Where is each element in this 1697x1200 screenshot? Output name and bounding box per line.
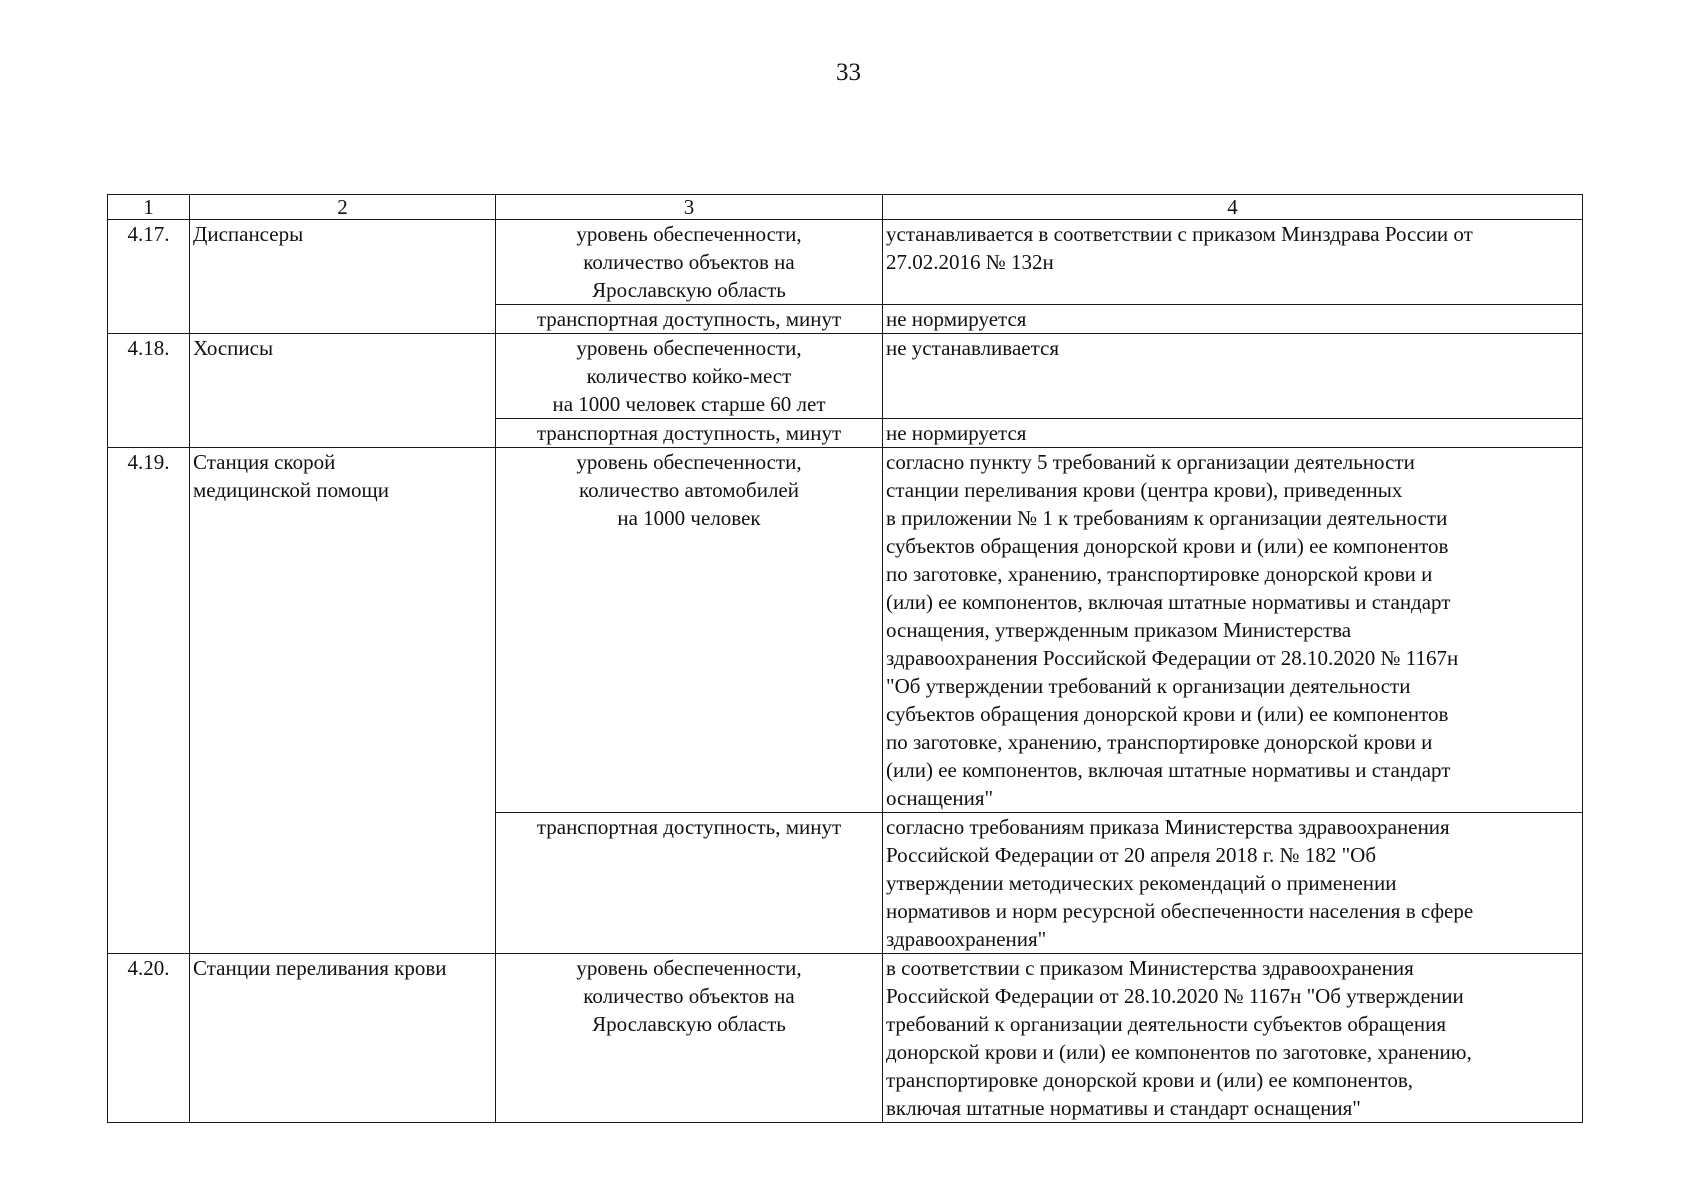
table-row <box>108 954 1583 1123</box>
value-line: в соответствии с приказом Министерства здравоохранения <box>886 956 1414 980</box>
indicator-cell <box>496 220 883 305</box>
header-cell-3: 3 <box>496 195 883 220</box>
value-line: в приложении № 1 к требованиям к организации деятельности <box>886 506 1448 530</box>
object-name: Станции переливания крови <box>190 954 496 1123</box>
indicator-line: на 1000 человек <box>617 506 761 530</box>
indicator-cell: транспортная доступность, минут <box>496 813 883 954</box>
indicator-line: уровень обеспеченности, <box>576 450 802 474</box>
header-cell-2: 2 <box>190 195 496 220</box>
object-name: Хосписы <box>190 334 496 448</box>
value-line: нормативов и норм ресурсной обеспеченности населения в сфере <box>886 899 1474 923</box>
value-line: утверждении методических рекомендаций о применении <box>886 871 1397 895</box>
value-line: согласно требованиям приказа Министерства здравоохранения <box>886 815 1450 839</box>
indicator-cell <box>496 954 883 1123</box>
page-number: 33 <box>836 59 861 86</box>
table-header-row <box>108 195 1583 220</box>
table-row <box>108 334 1583 419</box>
value-line: здравоохранения Российской Федерации от 28.10.2020 № 1167н <box>886 646 1459 670</box>
indicator-line: количество автомобилей <box>579 478 799 502</box>
header-cell-4: 4 <box>883 195 1583 220</box>
value-line: транспортировке донорской крови и (или) ее компонентов, <box>886 1068 1414 1092</box>
indicator-line: уровень обеспеченности, <box>576 222 802 246</box>
indicator-cell <box>496 334 883 419</box>
value-cell <box>883 448 1583 813</box>
value-line: "Об утверждении требований к организации деятельности <box>886 674 1411 698</box>
indicator-line: количество объектов на <box>583 250 795 274</box>
value-line: здравоохранения" <box>886 927 1047 951</box>
value-line: оснащения" <box>886 786 994 810</box>
value-cell <box>883 813 1583 954</box>
row-number: 4.20. <box>108 954 190 1123</box>
object-name-line: медицинской помощи <box>193 478 389 502</box>
row-number: 4.17. <box>108 220 190 334</box>
value-line: требований к организации деятельности субъектов обращения <box>886 1012 1447 1036</box>
value-line: устанавливается в соответствии с приказом Минздрава России от <box>886 222 1473 246</box>
value-cell: не нормируется <box>883 305 1583 334</box>
value-line: по заготовке, хранению, транспортировке донорской крови и <box>886 562 1433 586</box>
value-line: по заготовке, хранению, транспортировке донорской крови и <box>886 730 1433 754</box>
indicator-line: количество койко-мест <box>586 364 792 388</box>
indicator-cell: транспортная доступность, минут <box>496 305 883 334</box>
value-line: станции переливания крови (центра крови), приведенных <box>886 478 1403 502</box>
indicator-line: Ярославскую область <box>592 278 786 302</box>
value-line: Российской Федерации от 20 апреля 2018 г. № 182 "Об <box>886 843 1377 867</box>
indicator-line: уровень обеспеченности, <box>576 336 802 360</box>
value-line: субъектов обращения донорской крови и (или) ее компонентов <box>886 534 1449 558</box>
table-row <box>108 448 1583 813</box>
value-cell <box>883 954 1583 1123</box>
object-name: Диспансеры <box>190 220 496 334</box>
value-cell: не устанавливается <box>883 334 1583 419</box>
value-line: Российской Федерации от 28.10.2020 № 1167н "Об утверждении <box>886 984 1464 1008</box>
value-line: включая штатные нормативы и стандарт оснащения" <box>886 1096 1361 1120</box>
header-cell-1: 1 <box>108 195 190 220</box>
value-line: донорской крови и (или) ее компонентов по заготовке, хранению, <box>886 1040 1472 1064</box>
value-line: согласно пункту 5 требований к организации деятельности <box>886 450 1415 474</box>
table-row <box>108 220 1583 305</box>
row-number: 4.18. <box>108 334 190 448</box>
indicator-line: количество объектов на <box>583 984 795 1008</box>
value-line: (или) ее компонентов, включая штатные нормативы и стандарт <box>886 758 1451 782</box>
indicator-line: уровень обеспеченности, <box>576 956 802 980</box>
indicator-line: на 1000 человек старше 60 лет <box>552 392 826 416</box>
value-line: субъектов обращения донорской крови и (или) ее компонентов <box>886 702 1449 726</box>
value-cell: не нормируется <box>883 419 1583 448</box>
object-name <box>190 448 496 954</box>
value-line: 27.02.2016 № 132н <box>886 250 1054 274</box>
document-table <box>107 194 1583 1123</box>
value-cell <box>883 220 1583 305</box>
object-name-line: Станция скорой <box>193 450 336 474</box>
indicator-cell <box>496 448 883 813</box>
indicator-cell: транспортная доступность, минут <box>496 419 883 448</box>
indicator-line: Ярославскую область <box>592 1012 786 1036</box>
value-line: оснащения, утвержденным приказом Министерства <box>886 618 1352 642</box>
value-line: (или) ее компонентов, включая штатные нормативы и стандарт <box>886 590 1451 614</box>
row-number: 4.19. <box>108 448 190 954</box>
